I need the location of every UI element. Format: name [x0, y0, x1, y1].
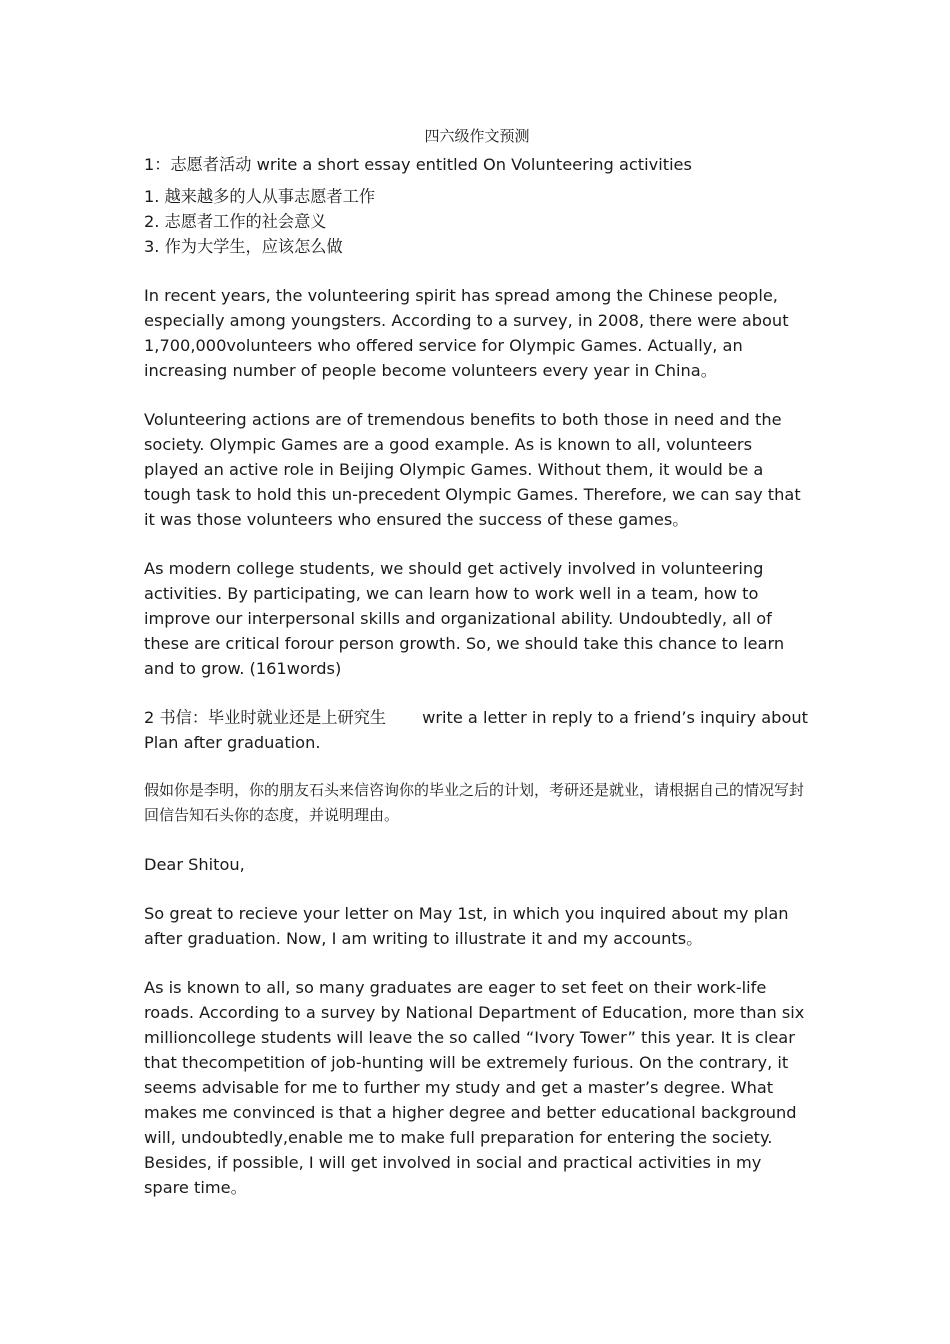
letter-salutation: Dear Shitou, [144, 855, 245, 874]
topic-2-heading [144, 705, 810, 755]
topic-2-number: 2 [144, 708, 160, 727]
topic-1-outline [144, 184, 810, 259]
topic-1-chinese-title: 志愿者活动 [170, 155, 252, 174]
essay-paragraph-3: As modern college students, we should get actively involved in volunteering activities. By participating, we can learn how to work well in a team, how to improve our interpersonal skills and organizational ability. Undoubtedly, all of these are critical forour person growth. So, we should take this chance to learn and to grow. (161words) [144, 559, 785, 678]
topic-1-number: 1： [144, 155, 171, 174]
letter-paragraph-2: As is known to all, so many graduates are eager to set feet on their work-life roads. According to a survey by National Department of Education, more than six millioncollege students will leave the so called “Ivory Tower” this year. It is clear that thecompetition of job-hunting will be extremely furious. On the contrary, it seems advisable for me to further my study and get a master’s degree. What makes me convinced is that a higher degree and better educational background will, undoubtedly,enable me to make full preparation for entering the society. Besides, if possible, I will get involved in social and practical activities in my spare time。 [144, 978, 805, 1197]
outline-point-1: 1. 越来越多的人从事志愿者工作 [144, 187, 376, 206]
topic-1-english-instruction: write a short essay entitled On Volunteering activities [251, 155, 692, 174]
topic-1-heading [144, 152, 810, 177]
document-title: 四六级作文预测 [424, 127, 530, 145]
topic-2-prompt: 假如你是李明，你的朋友石头来信咨询你的毕业之后的计划，考研还是就业，请根据自己的情况写封回信告知石头你的态度，并说明理由。 [144, 781, 805, 824]
topic-2-chinese-title: 书信：毕业时就业还是上研究生 [159, 708, 387, 727]
letter-paragraph-1: So great to recieve your letter on May 1st, in which you inquired about my plan after graduation. Now, I am writing to illustrate it and my accounts。 [144, 904, 789, 948]
essay-paragraph-1: In recent years, the volunteering spirit has spread among the Chinese people, especially among youngsters. According to a survey, in 2008, there were about 1,700,000volunteers who offered service for Olympic Games. Actually, an increasing number of people become volunteers every year in China。 [144, 286, 789, 380]
essay-paragraph-2: Volunteering actions are of tremendous benefits to both those in need and the society. Olympic Games are a good example. As is known to all, volunteers played an active role in Beijing Olympic Games. Without them, it would be a tough task to hold this un-precedent Olympic Games. Therefore, we can say that it was those volunteers who ensured the success of these games。 [144, 410, 801, 529]
document-body [144, 124, 810, 1200]
outline-point-3: 3. 作为大学生，应该怎么做 [144, 237, 343, 256]
topic-2-english-instruction: write a letter in reply to a friend’s inquiry about Plan after graduation. [144, 708, 808, 752]
outline-point-2: 2. 志愿者工作的社会意义 [144, 212, 327, 231]
